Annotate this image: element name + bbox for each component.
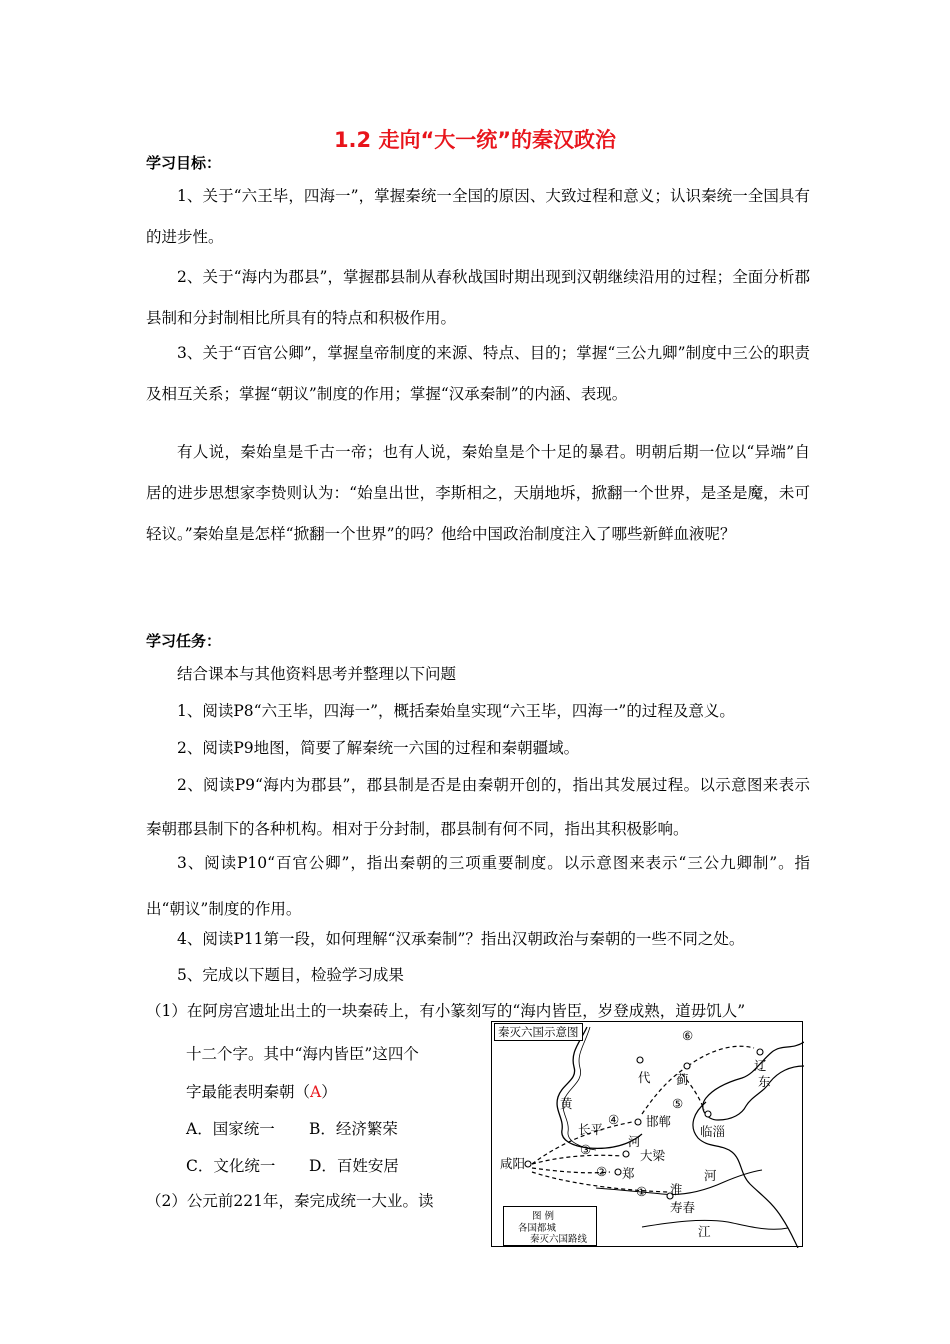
question-1-stem: （1）在阿房宫遗址出土的一块秦砖上，有小篆刻写的“海内皆臣，岁登成熟，道毋饥人” <box>146 1002 746 1020</box>
task-item-2: 2、阅读P9地图，简要了解秦统一六国的过程和秦朝疆域。 <box>177 739 580 757</box>
label-handan: 邯郸 <box>646 1114 672 1129</box>
task-item-6: 5、完成以下题目，检验学习成果 <box>177 966 404 984</box>
goal-item-3: 3、关于“百官公卿”，掌握皇帝制度的来源、特点、目的；掌握“三公九卿”制度中三公的职责及相互关系；掌握“朝议”制度的作用；掌握“汉承秦制”的内涵、表现。 <box>146 344 810 403</box>
intro-paragraph: 有人说，秦始皇是千古一帝；也有人说，秦始皇是个十足的暴君。明朝后期一位以“异端”自居的进步思想家李贽则认为：“始皇出世，李斯相之，天崩地坼，掀翻一个世界，是圣是魔，未可轻议。”秦始皇是怎样“掀翻一个世界”的吗？他给中国政治制度注入了哪些新鲜血液呢？ <box>146 443 810 543</box>
option-b: B．经济繁荣 <box>309 1120 398 1138</box>
marker-2: ② <box>596 1164 608 1179</box>
tasks-intro: 结合课本与其他资料思考并整理以下问题 <box>177 665 457 683</box>
task-item-3: 2、阅读P9“海内为郡县”，郡县制是否是由秦朝开创的，指出其发展过程。以示意图来表示秦朝郡县制下的各种机构。相对于分封制，郡县制有何不同，指出其积极影响。 <box>146 776 810 838</box>
legend-capital-label: 各国都城 <box>518 1223 557 1234</box>
label-liaodong-2: 东 <box>758 1074 771 1089</box>
capital-dot <box>637 1057 643 1063</box>
route-line <box>532 1155 622 1164</box>
question-1-prompt: 字最能表明秦朝（A） <box>186 1083 337 1101</box>
capital-dot <box>757 1049 763 1055</box>
label-he-1: 河 <box>628 1134 641 1149</box>
map-title: 秦灭六国示意图 <box>494 1023 583 1041</box>
option-c: C．文化统一 <box>186 1157 276 1175</box>
label-dai: 代 <box>638 1070 651 1085</box>
capital-dot <box>525 1161 531 1167</box>
capital-dot <box>705 1111 711 1117</box>
legend-title: 图 例 <box>532 1211 555 1222</box>
label-jiang: 江 <box>698 1224 711 1239</box>
label-zheng: 郑 <box>622 1166 635 1181</box>
route-line <box>688 1046 754 1066</box>
map-legend <box>503 1206 597 1246</box>
option-d: D．百姓安居 <box>309 1157 399 1175</box>
capital-dot <box>615 1169 621 1175</box>
label-huang: 黄 <box>560 1096 573 1111</box>
goals-heading: 学习目标： <box>146 154 222 172</box>
capital-dot <box>623 1151 629 1157</box>
label-xianyang: 咸阳 <box>500 1156 526 1171</box>
goal-item-2: 2、关于“海内为郡县”，掌握郡县制从春秋战国时期出现到汉朝继续沿用的过程；全面分析郡县制和分封制相比所具有的特点和积极作用。 <box>146 268 810 327</box>
goal-item-1: 1、关于“六王毕，四海一”，掌握秦统一全国的原因、大致过程和意义；认识秦统一全国具有的进步性。 <box>146 187 810 246</box>
label-huai: 淮 <box>670 1182 683 1197</box>
task-item-1: 1、阅读P8“六王毕，四海一”，概括秦始皇实现“六王毕，四海一”的过程及意义。 <box>177 702 735 720</box>
marker-1: ① <box>636 1184 648 1199</box>
capital-dot <box>635 1119 641 1125</box>
coastline-north <box>703 1042 804 1120</box>
marker-6: ⑥ <box>682 1028 694 1043</box>
task-item-5: 4、阅读P11第一段，如何理解“汉承秦制”？指出汉朝政治与秦朝的一些不同之处。 <box>177 930 745 948</box>
label-changping: 长平 <box>578 1122 604 1137</box>
label-liaodong: 辽 <box>754 1058 767 1073</box>
marker-4: ④ <box>608 1112 620 1127</box>
legend-route-label: 秦灭六国路线 <box>530 1234 588 1245</box>
yangtze-river-line <box>642 1220 788 1229</box>
question-1-answer: A <box>310 1083 322 1101</box>
option-a: A．国家统一 <box>186 1120 275 1138</box>
label-daliang: 大梁 <box>640 1148 666 1163</box>
qin-conquest-map <box>491 1021 803 1247</box>
marker-5: ⑤ <box>672 1096 684 1111</box>
capital-dot <box>684 1063 690 1069</box>
marker-3: ③ <box>580 1142 592 1157</box>
label-ji: 蓟 <box>676 1072 689 1087</box>
label-shouchun: 寿春 <box>670 1200 696 1215</box>
label-linzi: 临淄 <box>700 1124 726 1139</box>
question-1-stem-cont: 十二个字。其中“海内皆臣”这四个 <box>186 1045 419 1063</box>
page-title: 1.2 走向“大一统”的秦汉政治 <box>333 128 617 152</box>
label-he-2: 河 <box>704 1168 717 1183</box>
task-item-4: 3、阅读P10“百官公卿”，指出秦朝的三项重要制度。以示意图来表示“三公九卿制”。指出“朝议”制度的作用。 <box>146 854 810 918</box>
tasks-heading: 学习任务： <box>146 632 222 650</box>
question-2-stem: （2）公元前221年，秦完成统一大业。读 <box>146 1192 434 1210</box>
